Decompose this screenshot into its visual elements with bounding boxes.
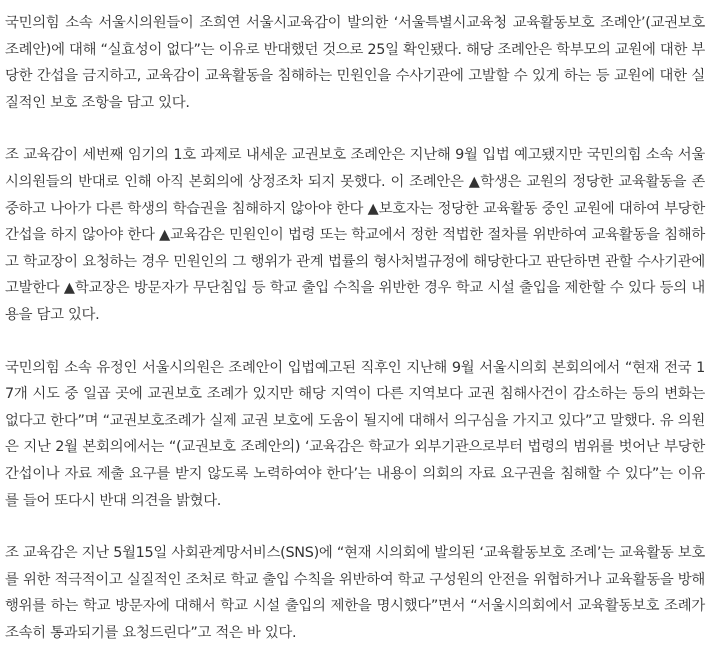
article-paragraph-2: 조 교육감이 세번째 임기의 1호 과제로 내세운 교권보호 조례안은 지난해 9월 입법 예고됐지만 국민의힘 소속 서울시의원들의 반대로 인해 아직 본회의에 상정조차 되지 못했다. 이 조례안은 ▲학생은 교원의 정당한 교육활동을 존중하고 나아가 다른 학생의 학습권을 침해하지 않아야 한다 ▲보호자는 정당한 교육활동 중인 교원에 대하여 부당한 간섭을 하지 않아야 한다 ▲교육감은 민원인이 법령 또는 학교에서 정한 적법한 절차를 위반하여 교육활동을 침해하고 학교장이 요청하는 경우 민원인의 그 행위가 관계 법률의 형사처벌규정에 해당한다고 판단하면 관할 수사기관에 고발한다 ▲학교장은 방문자가 무단침입 등 학교 출입 수칙을 위반한 경우 학교 시설 출입을 제한할 수 있다 등의 내용을 담고 있다. — [5, 147, 705, 323]
article-paragraph-1: 국민의힘 소속 서울시의원들이 조희연 서울시교육감이 발의한 ‘서울특별시교육청 교육활동보호 조례안’(교권보호 조례안)에 대해 “실효성이 없다”는 이유로 반대했던 것으로 25일 확인됐다. 해당 조례안은 학부모의 교원에 대한 부당한 간섭을 금지하고, 교육감이 교육활동을 침해하는 민원인을 수사기관에 고발할 수 있게 하는 등 교원에 대한 실질적인 보호 조항을 담고 있다. — [5, 15, 705, 111]
article-paragraph-4: 조 교육감은 지난 5월15일 사회관계망서비스(SNS)에 “현재 시의회에 발의된 ‘교육활동보호 조례’는 교육활동 보호를 위한 적극적이고 실질적인 조처로 학교 출입 수칙을 위반하여 학교 구성원의 안전을 위협하거나 교육활동을 방해 행위를 하는 학교 방문자에 대해서 학교 시설 출입의 제한을 명시했다”면서 “서울시의회에서 교육활동보호 조례가 조속히 통과되기를 요청드린다”고 적은 바 있다. — [5, 545, 705, 641]
article-body — [5, 10, 705, 646]
article-paragraph-3: 국민의힘 소속 유정인 서울시의원은 조례안이 입법예고된 직후인 지난해 9월 서울시의회 본회의에서 “현재 전국 17개 시도 중 일곱 곳에 교권보호 조례가 있지만 해당 지역이 다른 지역보다 교권 침해사건이 감소하는 등의 변화는 없다고 한다”며 “교권보호조례가 실제 교권 보호에 도움이 될지에 대해서 의구심을 가지고 있다”고 말했다. 유 의원은 지난 2월 본회의에서는 “(교권보호 조례안의) ‘교육감은 학교가 외부기관으로부터 법령의 범위를 벗어난 부당한 간섭이나 자료 제출 요구를 받지 않도록 노력하여야 한다’는 내용이 의회의 자료 요구권을 침해할 수 있다”는 이유를 들어 또다시 반대 의견을 밝혔다. — [5, 359, 705, 509]
